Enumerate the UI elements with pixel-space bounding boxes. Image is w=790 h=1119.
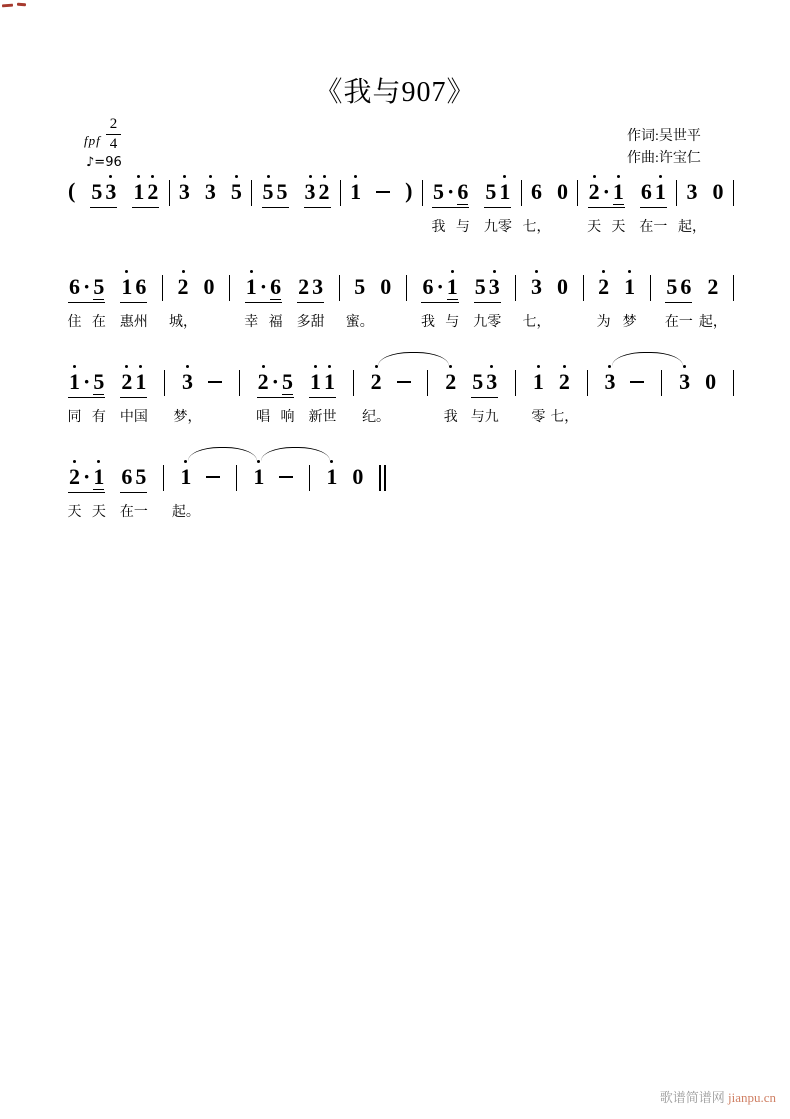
footer-site-name: 歌谱简谱网: [659, 1090, 725, 1105]
lyric-syllable: 我: [420, 315, 435, 330]
lyric-syllable: 惠: [119, 315, 134, 330]
measure: [443, 364, 500, 398]
note-digit: 6: [69, 274, 80, 299]
barline: [521, 180, 522, 206]
dash-extension: [630, 381, 644, 383]
note-digit: 2: [319, 174, 330, 203]
lyric-syllable: 中: [119, 410, 134, 425]
lyricist-credit: 作词:吴世平: [627, 129, 701, 144]
measure: [602, 364, 646, 393]
note-digit: 5: [135, 464, 147, 489]
note-digit: 1: [180, 459, 191, 488]
note-digit: 1: [246, 269, 257, 298]
note-digit: 5: [282, 364, 293, 393]
note-digit: 1: [121, 269, 132, 298]
barline: [422, 180, 423, 206]
lyric-syllable: 在: [91, 315, 106, 330]
lyric-syllable: 福: [268, 315, 283, 330]
measure: [529, 269, 570, 298]
measure: [430, 174, 513, 208]
note-digit: 6: [121, 464, 133, 489]
note-digit: 5: [93, 269, 104, 298]
barline: [733, 370, 734, 396]
beam-group: [132, 174, 159, 208]
score-line: [66, 350, 734, 445]
measure: [324, 459, 365, 488]
time-numerator: 2: [106, 116, 122, 135]
note-digit: 1: [253, 459, 264, 488]
notes-row: [66, 364, 734, 398]
note-digit: 5: [354, 274, 366, 299]
tie-arc: [261, 447, 330, 461]
barline: [251, 180, 252, 206]
barline: [309, 465, 310, 491]
beam-group: [421, 269, 458, 303]
lyric-syllable: 一: [678, 315, 693, 330]
note-digit: 1: [655, 174, 666, 203]
lyric-syllable: 新: [308, 410, 323, 425]
measure: [677, 364, 718, 393]
lyric-syllable: 天: [611, 220, 626, 235]
lyric-syllable: 响: [280, 410, 295, 425]
lyric-syllable: 起。: [171, 505, 200, 520]
lyric-syllable: 在: [119, 505, 134, 520]
note-digit: 2: [178, 269, 189, 298]
lyric-syllable: 七，: [550, 410, 579, 425]
measure: [663, 269, 720, 303]
lyric-syllable: 天: [91, 505, 106, 520]
measure: [586, 174, 669, 208]
score-line: [66, 445, 734, 540]
measure: [66, 364, 149, 398]
key-script: fpf: [84, 133, 101, 148]
beam-group: [257, 364, 294, 398]
lyric-syllable: 七，: [522, 315, 551, 330]
note-digit: 1: [310, 364, 321, 393]
measure: [177, 174, 244, 203]
corner-artifact: [2, 3, 36, 11]
barline: [583, 275, 584, 301]
lyric-syllable: 蜜。: [345, 315, 374, 330]
note-digit: 1: [613, 174, 624, 203]
note-digit: 5: [231, 174, 242, 203]
note-digit: 6: [422, 274, 434, 299]
note-digit: 6: [640, 179, 652, 204]
augmentation-dot: ·: [602, 179, 610, 204]
measure: [243, 269, 326, 303]
note-digit: 5: [474, 274, 486, 299]
beam-group: [245, 269, 282, 303]
beam-group: [309, 364, 336, 398]
beam-group: [262, 174, 289, 208]
beam-group: [120, 364, 147, 398]
note-digit: 2: [298, 274, 310, 299]
lyric-syllable: 住: [67, 315, 82, 330]
notes-row: [66, 269, 734, 303]
lyric-syllable: 在: [664, 315, 679, 330]
augmentation-dot: ·: [447, 179, 455, 204]
note-digit: 2: [589, 174, 600, 203]
score-line: [66, 160, 734, 255]
lyric-syllable: 纪。: [362, 410, 391, 425]
beam-group: [68, 269, 105, 303]
note-digit: 5: [93, 364, 104, 393]
measure: [66, 459, 149, 493]
note-digit: 3: [205, 174, 216, 203]
note-digit: 2: [598, 269, 609, 298]
measure: [260, 174, 333, 208]
lyric-syllable: 州: [133, 315, 148, 330]
rest-note: 0: [556, 274, 568, 299]
note-digit: 1: [326, 459, 337, 488]
lyric-syllable: 与: [470, 410, 485, 425]
barline: [340, 180, 341, 206]
score-line: [66, 255, 734, 350]
note-digit: 2: [559, 364, 570, 393]
note-digit: 2: [371, 364, 382, 393]
lyric-syllable: 九: [473, 315, 488, 330]
barline: [661, 370, 662, 396]
measure: [596, 269, 637, 298]
lyric-syllable: 我: [443, 410, 458, 425]
note-digit: 5: [433, 179, 445, 204]
lyric-syllable: 九: [484, 410, 499, 425]
note-digit: 1: [350, 174, 361, 203]
notes-row: [66, 459, 734, 493]
measure: [66, 269, 149, 303]
note-digit: 2: [445, 364, 456, 393]
note-digit: 6: [530, 179, 542, 204]
measure: [369, 364, 413, 393]
rest-note: 0: [203, 274, 215, 299]
note-digit: 5: [472, 369, 484, 394]
footer-watermark: [660, 1087, 776, 1106]
lyric-syllable: 与: [455, 220, 470, 235]
lyric-syllable: 有: [91, 410, 106, 425]
barline: [229, 275, 230, 301]
lyric-syllable: 幸: [244, 315, 259, 330]
measure: [352, 269, 393, 298]
note-digit: 5: [485, 179, 497, 204]
barline: [733, 275, 734, 301]
note-digit: 5: [666, 274, 678, 299]
note-digit: 5: [276, 179, 288, 204]
dash-extension: [279, 476, 293, 478]
lyric-syllable: 在: [639, 220, 654, 235]
barline: [515, 370, 516, 396]
note-digit: 1: [447, 269, 458, 298]
barline: [353, 370, 354, 396]
barline: [169, 180, 170, 206]
beam-group: [120, 269, 147, 303]
lyric-syllable: 天: [587, 220, 602, 235]
lyric-syllable: 城，: [169, 315, 198, 330]
note-digit: 3: [312, 274, 324, 299]
note-digit: 1: [324, 364, 335, 393]
measure: [66, 174, 161, 208]
augmentation-dot: ·: [271, 369, 279, 394]
note-digit: 1: [93, 459, 104, 488]
note-digit: 2: [707, 274, 719, 299]
beam-group: [474, 269, 501, 303]
composer-credit: 作曲:许宝仁: [627, 151, 701, 166]
lyric-syllable: 一: [133, 505, 148, 520]
measure: [348, 174, 414, 203]
measure: [180, 364, 224, 393]
lyric-syllable: 零: [497, 220, 512, 235]
note-digit: 1: [499, 174, 510, 203]
lyric-syllable: 梦，: [173, 410, 202, 425]
note-digit: 2: [69, 459, 80, 488]
note-digit: 2: [147, 174, 158, 203]
barline: [406, 275, 407, 301]
beam-group: [90, 174, 117, 208]
note-digit: 1: [624, 269, 635, 298]
final-double-barline: [379, 465, 386, 491]
barline: [733, 180, 734, 206]
dash-extension: [208, 381, 222, 383]
lyric-syllable: 国: [133, 410, 148, 425]
barline: [577, 180, 578, 206]
augmentation-dot: ·: [83, 464, 91, 489]
barline: [650, 275, 651, 301]
barline: [515, 275, 516, 301]
lyric-syllable: 与: [445, 315, 460, 330]
note-digit: 6: [270, 269, 281, 298]
tie-arc: [612, 352, 683, 366]
barline: [163, 465, 164, 491]
measure: [178, 459, 222, 488]
measure: [251, 459, 295, 488]
beam-group: [297, 269, 324, 303]
note-digit: 3: [686, 179, 698, 204]
note-digit: 6: [680, 274, 692, 299]
barline: [339, 275, 340, 301]
note-digit: 3: [305, 174, 316, 203]
note-digit: 6: [457, 174, 468, 203]
lyric-syllable: 甜: [310, 315, 325, 330]
note-digit: 1: [133, 174, 144, 203]
rest-note: 0: [380, 274, 392, 299]
lyric-syllable: 多: [296, 315, 311, 330]
lyric-syllable: 七，: [522, 220, 551, 235]
lyric-syllable: 天: [67, 505, 82, 520]
rest-note: 0: [352, 464, 364, 489]
note-digit: 3: [182, 364, 193, 393]
beam-group: [471, 364, 498, 398]
augmentation-dot: ·: [83, 274, 91, 299]
parenthesis: (: [68, 178, 76, 203]
note-digit: 5: [263, 174, 274, 203]
note-digit: 2: [258, 364, 269, 393]
footer-site-domain[interactable]: jianpu.cn: [727, 1090, 776, 1105]
barline: [162, 275, 163, 301]
barline: [587, 370, 588, 396]
notes-row: [66, 174, 734, 208]
time-denominator: 4: [109, 135, 118, 152]
note-digit: 3: [105, 174, 116, 203]
barline: [676, 180, 677, 206]
beam-group: [68, 364, 105, 398]
note-digit: 5: [91, 179, 103, 204]
note-digit: 2: [121, 364, 132, 393]
barline: [427, 370, 428, 396]
beam-group: [640, 174, 667, 208]
note-digit: 3: [179, 174, 190, 203]
tie-arc: [378, 352, 449, 366]
beam-group: [304, 174, 331, 208]
lyric-syllable: 一: [653, 220, 668, 235]
note-digit: 3: [679, 364, 690, 393]
barline: [239, 370, 240, 396]
lyric-syllable: 为: [596, 315, 611, 330]
note-digit: 6: [135, 274, 147, 299]
measure: [685, 174, 726, 203]
song-title: 《我与907》: [314, 77, 476, 108]
note-digit: 3: [604, 364, 615, 393]
measure: [529, 174, 570, 203]
note-digit: 1: [69, 364, 80, 393]
lyric-syllable: 零: [487, 315, 502, 330]
lyric-syllable: 梦: [622, 315, 637, 330]
tempo-marking: ♪=96: [86, 155, 122, 170]
note-digit: 3: [486, 364, 497, 393]
beam-group: [432, 174, 469, 208]
note-digit: 1: [533, 364, 544, 393]
note-digit: 3: [531, 269, 542, 298]
beam-group: [588, 174, 625, 208]
score: [66, 160, 734, 540]
measure: [176, 269, 217, 298]
augmentation-dot: ·: [436, 274, 444, 299]
augmentation-dot: ·: [259, 274, 268, 299]
note-digit: 3: [489, 269, 500, 298]
lyric-syllable: 起，: [698, 315, 727, 330]
lyric-syllable: 九: [483, 220, 498, 235]
lyric-syllable: 起，: [678, 220, 706, 235]
measure: [419, 269, 502, 303]
beam-group: [68, 459, 105, 493]
dash-extension: [206, 476, 220, 478]
dash-extension: [376, 191, 390, 193]
rest-note: 0: [705, 369, 717, 394]
note-digit: 1: [135, 364, 146, 393]
beam-group: [484, 174, 511, 208]
parenthesis: ): [405, 178, 413, 203]
measure: [255, 364, 338, 398]
beam-group: [120, 459, 147, 493]
barline: [236, 465, 237, 491]
barline: [164, 370, 165, 396]
rest-note: 0: [556, 179, 568, 204]
augmentation-dot: ·: [83, 369, 91, 394]
time-signature: [106, 116, 122, 152]
lyric-syllable: 零: [531, 410, 546, 425]
tie-arc: [188, 447, 257, 461]
lyric-syllable: 我: [431, 220, 446, 235]
rest-note: 0: [712, 179, 724, 204]
measure: [531, 364, 572, 393]
lyric-syllable: 同: [67, 410, 82, 425]
beam-group: [665, 269, 692, 303]
lyric-syllable: 唱: [256, 410, 271, 425]
lyric-syllable: 世: [322, 410, 337, 425]
dash-extension: [397, 381, 411, 383]
